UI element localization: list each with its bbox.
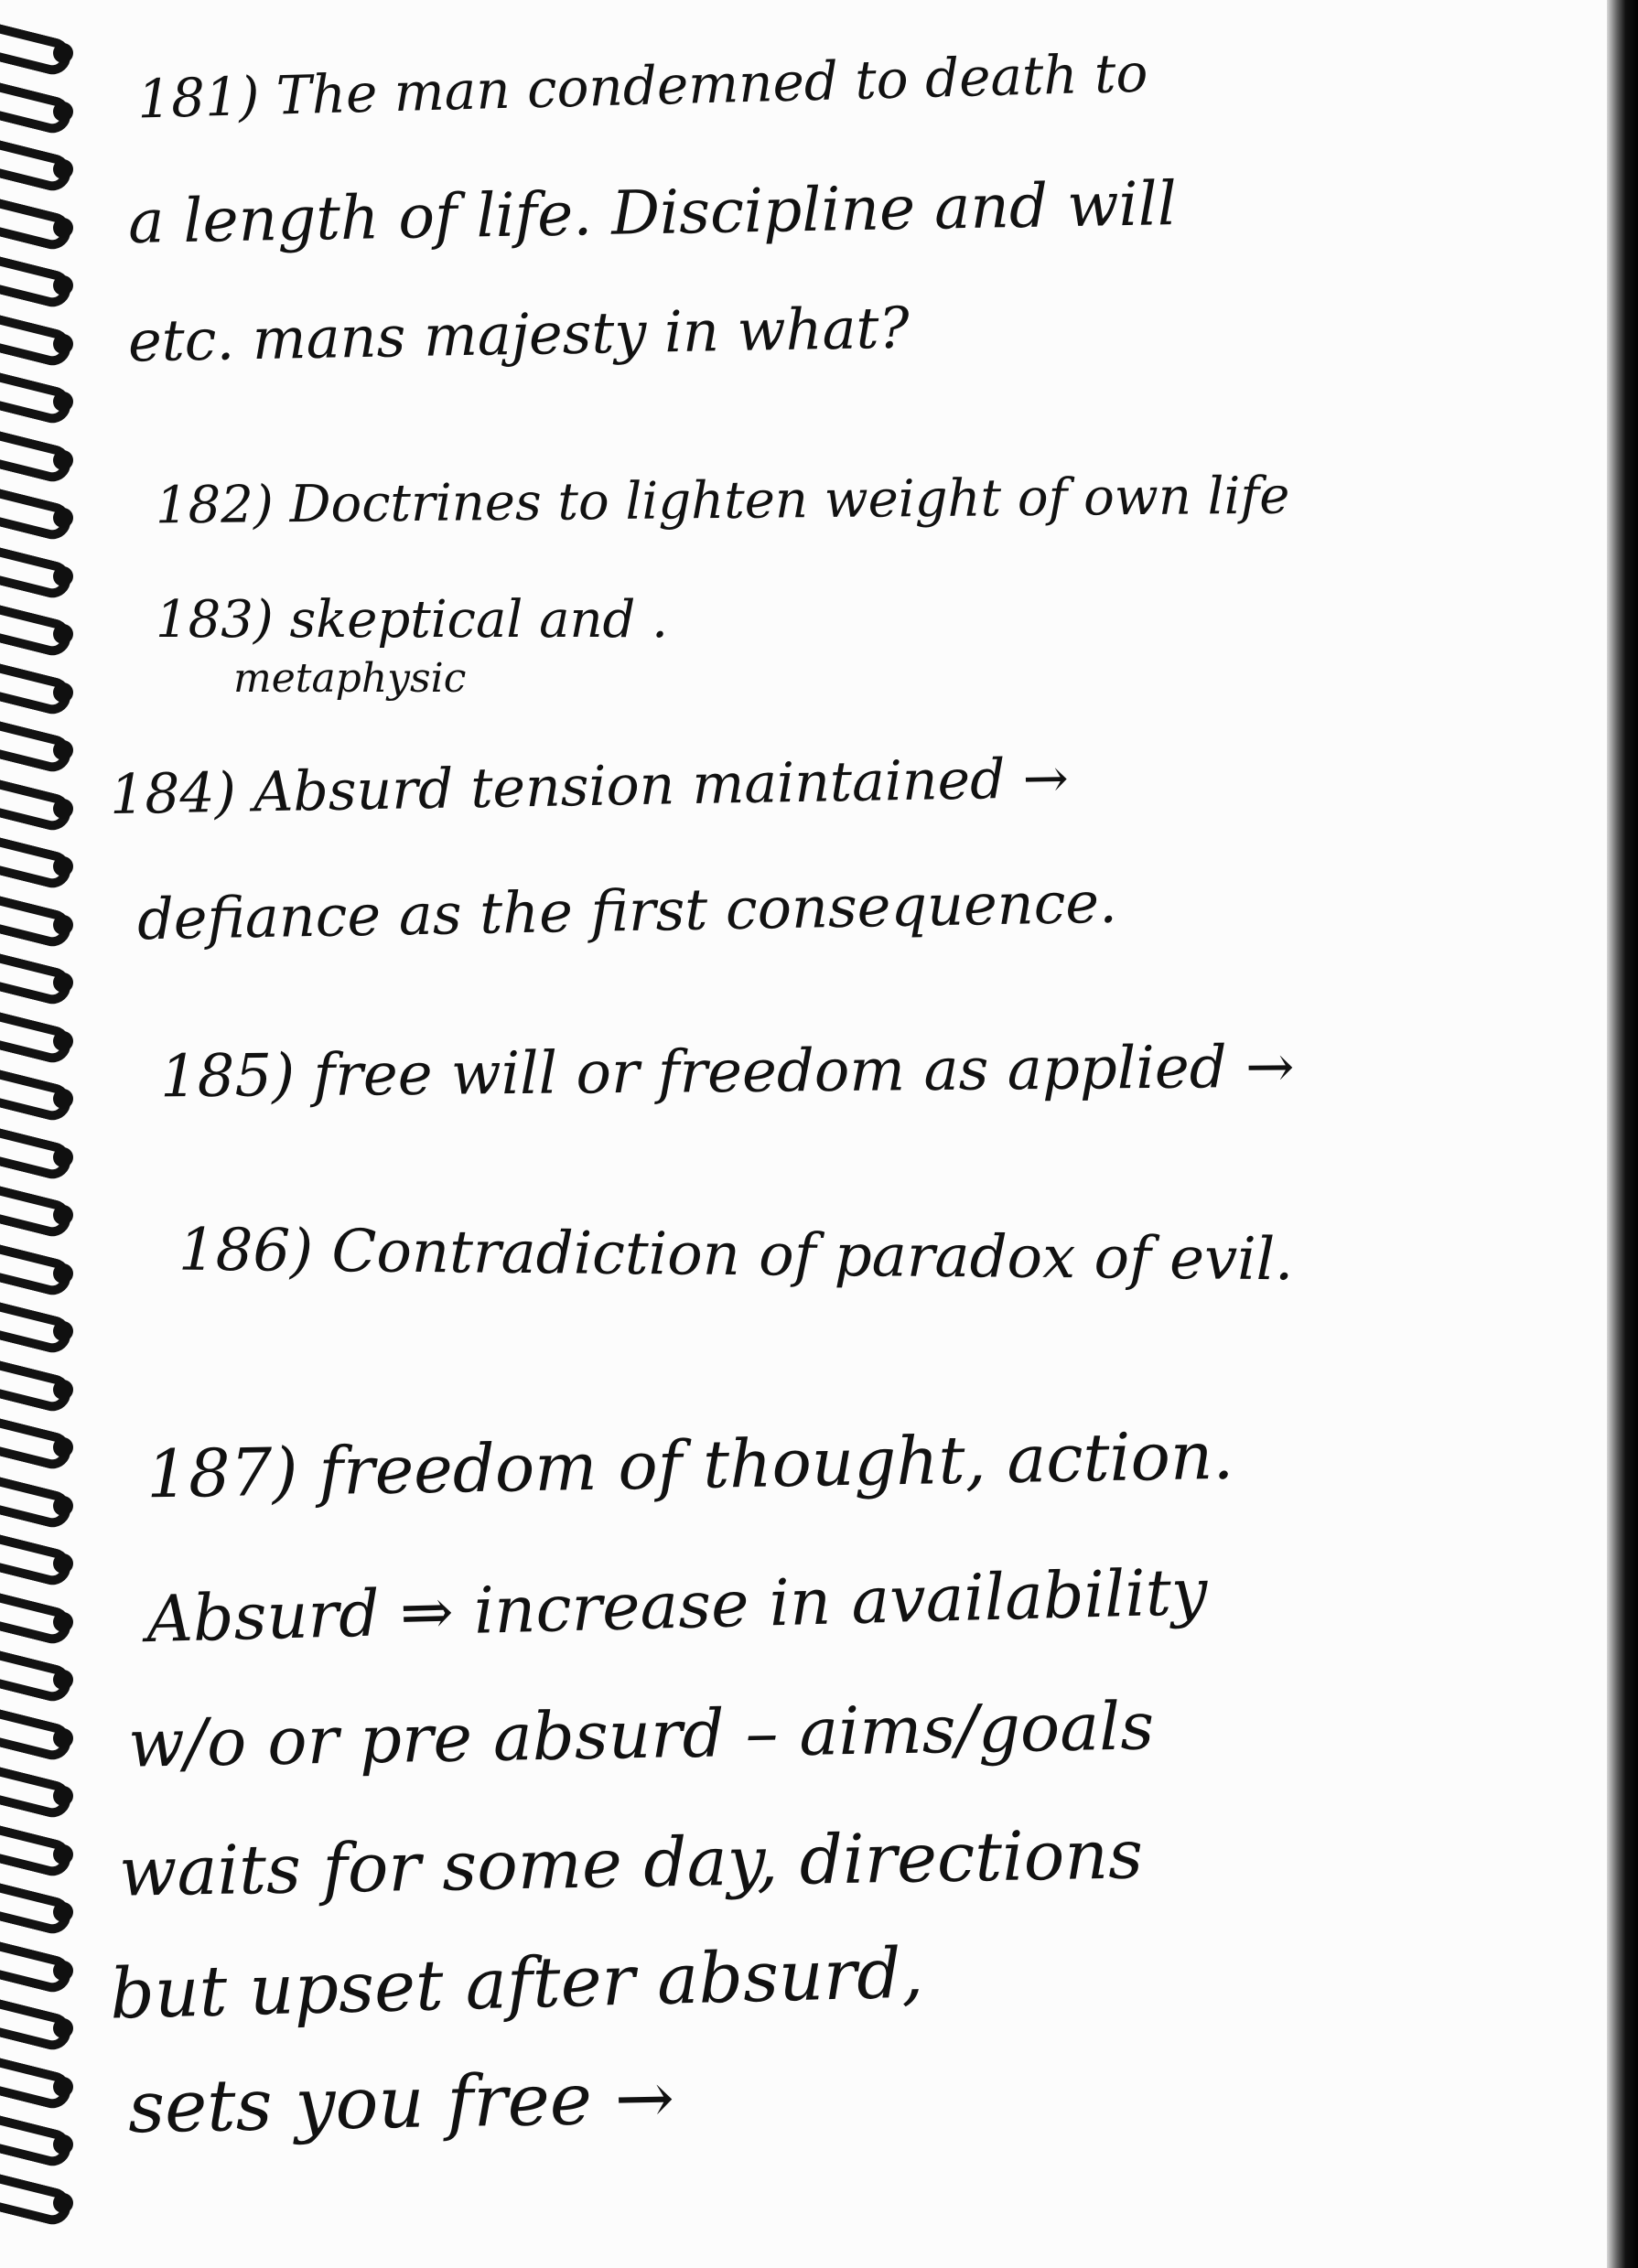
binding-hole bbox=[53, 973, 73, 993]
binding-hole bbox=[53, 1961, 73, 1981]
note-line-182: 182) Doctrines to lighten weight of own life bbox=[155, 466, 1290, 536]
binding-hole bbox=[53, 799, 73, 819]
binding-hole bbox=[53, 2077, 73, 2097]
binding-hole bbox=[53, 1844, 73, 1865]
note-line-183: 183) skeptical and . bbox=[156, 590, 668, 650]
binding-hole bbox=[53, 1089, 73, 1109]
note-line-187b: Absurd ⇒ increase in availability bbox=[145, 1553, 1209, 1658]
binding-hole bbox=[53, 624, 73, 644]
binding-hole bbox=[53, 1902, 73, 1922]
note-line-186: 186) Contradiction of paradox of evil. bbox=[178, 1216, 1294, 1295]
binding-hole bbox=[53, 1786, 73, 1806]
binding-hole bbox=[53, 1205, 73, 1225]
note-line-184a: 184) Absurd tension maintained → bbox=[109, 746, 1070, 828]
binding-hole bbox=[53, 275, 73, 296]
note-line-181b: a length of life. Discipline and will bbox=[127, 168, 1178, 257]
note-line-185: 185) free will or freedom as applied → bbox=[159, 1033, 1295, 1112]
note-line-181c: etc. mans majesty in what? bbox=[127, 294, 911, 375]
binding-hole bbox=[53, 1670, 73, 1690]
binding-hole bbox=[53, 2018, 73, 2038]
binding-hole bbox=[53, 1496, 73, 1516]
binding-hole bbox=[53, 1321, 73, 1341]
binding-hole bbox=[53, 102, 73, 122]
binding-hole bbox=[53, 218, 73, 238]
note-line-187c: w/o or pre absurd – aims/goals bbox=[127, 1687, 1155, 1782]
binding-hole bbox=[53, 334, 73, 354]
binding-hole bbox=[53, 856, 73, 876]
binding-hole bbox=[53, 740, 73, 760]
binding-hole bbox=[53, 2134, 73, 2155]
note-line-183-sub: metaphysic bbox=[233, 655, 467, 702]
binding-hole bbox=[53, 1380, 73, 1400]
binding-hole bbox=[53, 392, 73, 412]
binding-hole bbox=[53, 1263, 73, 1284]
binding-hole bbox=[53, 508, 73, 528]
spiral-binding bbox=[0, 0, 101, 2268]
note-line-187a: 187) freedom of thought, action. bbox=[145, 1416, 1234, 1513]
binding-hole bbox=[53, 1147, 73, 1167]
binding-hole bbox=[53, 1612, 73, 1632]
binding-hole bbox=[53, 683, 73, 703]
binding-hole bbox=[53, 1031, 73, 1051]
page-edge-shadow bbox=[1607, 0, 1638, 2268]
binding-hole bbox=[53, 43, 73, 63]
note-line-181a: 181) The man condemned to death to bbox=[136, 41, 1149, 131]
binding-hole bbox=[53, 450, 73, 470]
binding-hole bbox=[53, 2193, 73, 2213]
binding-hole bbox=[53, 1728, 73, 1748]
binding-hole bbox=[53, 915, 73, 935]
binding-hole bbox=[53, 1553, 73, 1574]
binding-hole bbox=[53, 566, 73, 586]
binding-hole bbox=[53, 159, 73, 179]
note-line-187e: but upset after absurd, bbox=[108, 1931, 925, 2035]
note-line-187d: waits for some day, directions bbox=[118, 1815, 1144, 1912]
binding-hole bbox=[53, 1437, 73, 1457]
note-line-187f: sets you free → bbox=[127, 2057, 675, 2150]
note-line-184b: defiance as the first consequence. bbox=[136, 868, 1118, 953]
